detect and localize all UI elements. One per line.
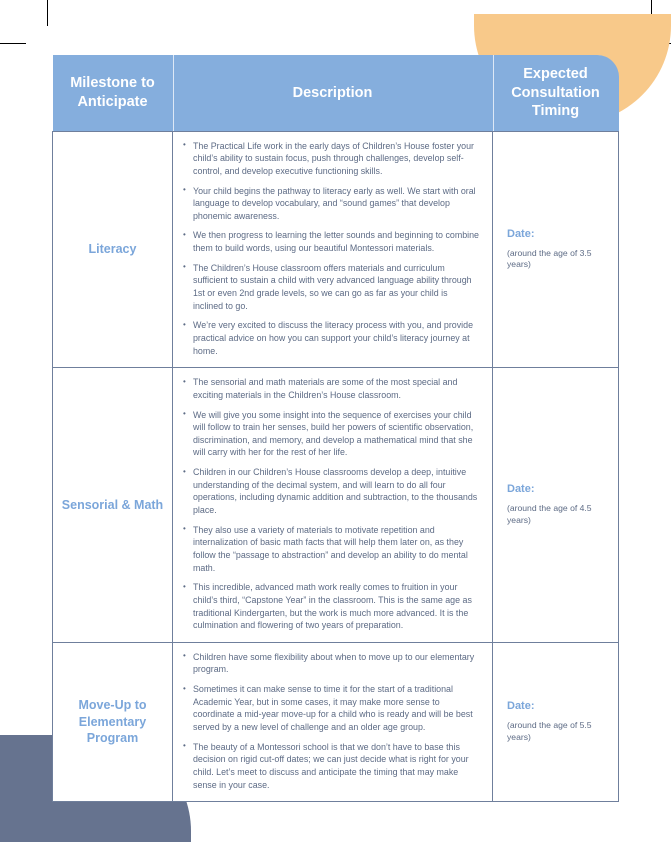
milestone-table <box>52 55 619 802</box>
description-cell-move-up <box>173 642 493 801</box>
list-item: • We then progress to learning the letter sounds and beginning to combine them to build words, using our beautiful Montessori materials. <box>183 229 480 254</box>
bullet-list <box>183 376 480 632</box>
list-item: • Children have some flexibility about when to move up to our elementary program. <box>183 651 480 676</box>
list-item: • This incredible, advanced math work really comes to fruition in your child’s third, “Capstone Year” in the classroom. This is the same age as traditional Kindergarten, but the work is much more advanced. It is the culmination and flowering of two years of preparation. <box>183 581 480 632</box>
list-item: • The Children’s House classroom offers materials and curriculum sufficient to sustain a child with very advanced language ability through 1st or even 2nd grade levels, so we can go as far as your child is inclined to go. <box>183 262 480 313</box>
list-item: • The Practical Life work in the early days of Children’s House foster your child’s ability to sustain focus, push through challenges, develop self-control, and develop executive functioning skills. <box>183 140 480 178</box>
date-note: (around the age of 5.5 years) <box>507 720 592 742</box>
list-item: • The beauty of a Montessori school is that we don’t have to base this decision on rigid cut-off dates; we can just decide what is right for your child. Let’s meet to discuss and anticipate the timing that may make sense in your case. <box>183 741 480 792</box>
list-item: • They also use a variety of materials to motivate repetition and internalization of basic math facts that will help them later on, as they follow the “passage to abstraction” and develop an ability to do mental math. <box>183 524 480 575</box>
milestone-name-move-up: Move-Up to Elementary Program <box>53 642 173 801</box>
table-row <box>53 131 619 368</box>
milestone-name-literacy: Literacy <box>53 131 173 368</box>
milestone-name-sensorial-math: Sensorial & Math <box>53 368 173 643</box>
table-body <box>53 131 619 802</box>
crop-mark-top-left-vertical <box>47 0 48 26</box>
bullet-list <box>183 651 480 791</box>
date-label: Date: <box>507 700 535 713</box>
column-header-milestone: Milestone to Anticipate <box>53 55 173 131</box>
list-item: • Children in our Children’s House classrooms develop a deep, intuitive understanding of the decimal system, and will learn to do all four operations, including dynamic addition and subtraction, to the thousands place. <box>183 466 480 517</box>
description-cell-literacy <box>173 131 493 368</box>
bullet-list <box>183 140 480 358</box>
list-item: • Your child begins the pathway to literacy early as well. We start with oral language to develop vocabulary, and “sound games” that develop phonemic awareness. <box>183 185 480 223</box>
timing-cell-sensorial-math <box>493 368 619 643</box>
table-header-row <box>53 55 619 131</box>
table-row <box>53 368 619 643</box>
list-item: • We’re very excited to discuss the literacy process with you, and provide practical advice on how you can support your child’s literacy journey at home. <box>183 319 480 357</box>
column-header-timing: Expected Consultation Timing <box>493 55 619 131</box>
list-item: • Sometimes it can make sense to time it for the start of a traditional Academic Year, but in some cases, it may make more sense to coordinate a mid-year move-up for a child who is ready and will be best served by a new level of challenge and an older age group. <box>183 683 480 734</box>
date-note: (around the age of 3.5 years) <box>507 247 592 270</box>
crop-mark-top-left-horizontal <box>0 43 26 44</box>
table-header <box>53 55 619 131</box>
table-row <box>53 642 619 801</box>
list-item: • We will give you some insight into the sequence of exercises your child will follow to train her senses, build her powers of scientific observation, discrimination, and memory, and develop a mathematical mind that she will carry with her for the rest of her life. <box>183 409 480 460</box>
timing-cell-literacy <box>493 131 619 368</box>
date-label: Date: <box>507 483 535 496</box>
description-cell-sensorial-math <box>173 368 493 643</box>
timing-cell-move-up <box>493 642 619 801</box>
list-item: • The sensorial and math materials are some of the most special and exciting materials in the Children’s House classroom. <box>183 376 480 401</box>
column-header-description: Description <box>173 55 493 131</box>
date-label: Date: <box>507 227 535 240</box>
date-note: (around the age of 4.5 years) <box>507 503 592 526</box>
